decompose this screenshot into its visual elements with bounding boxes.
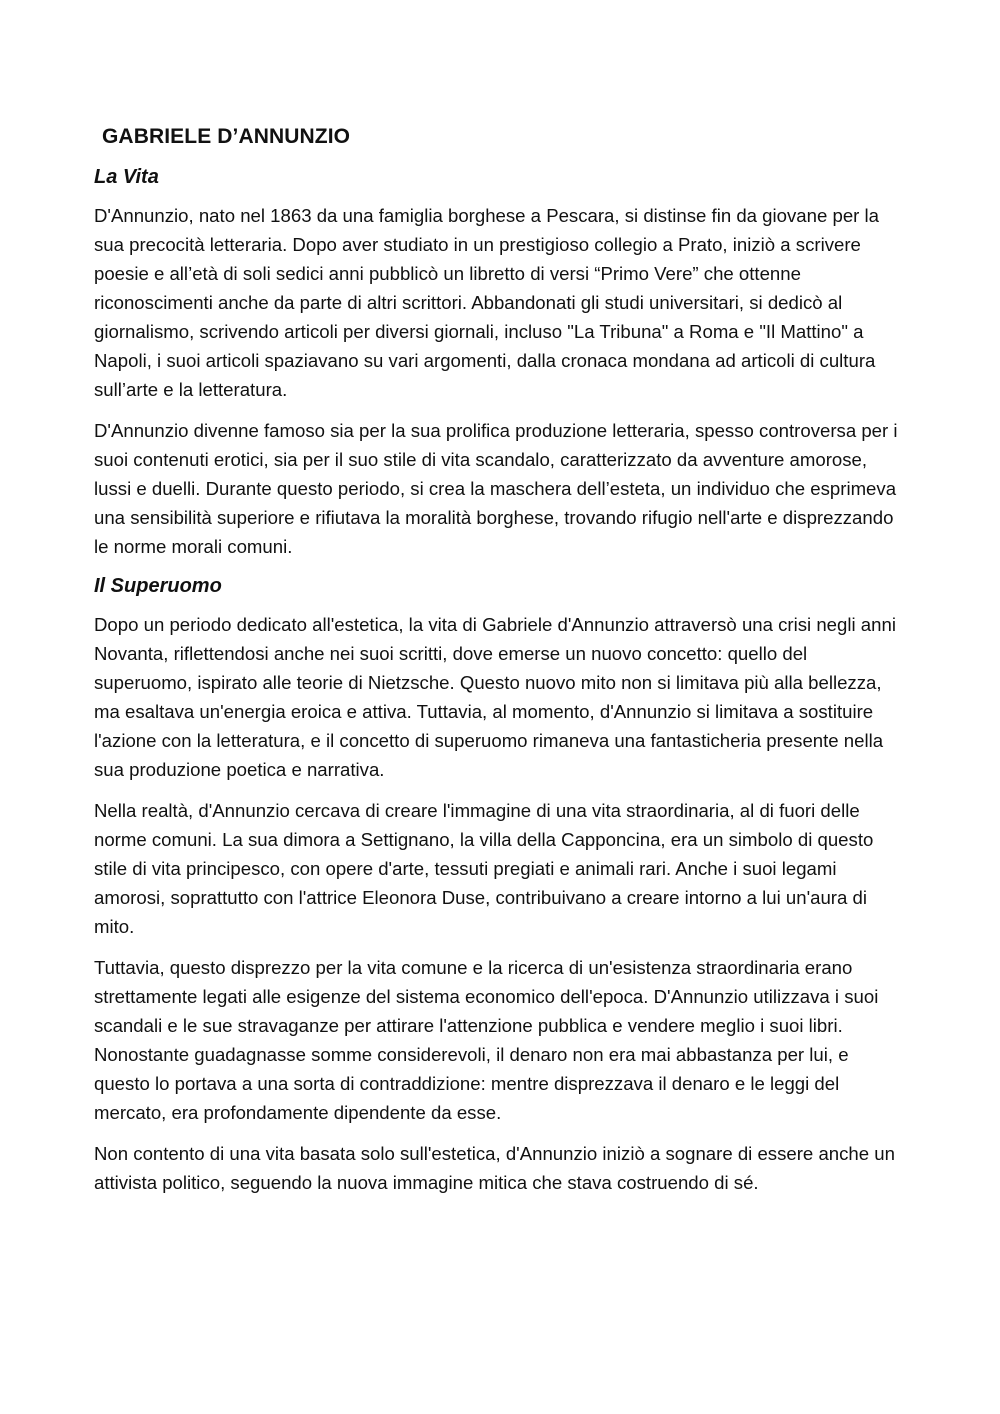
section-heading: La Vita xyxy=(94,166,159,188)
paragraph: Non contento di una vita basata solo sull'estetica, d'Annunzio iniziò a sognare di essere anche un attivista politico, seguendo la nuova immagine mitica che stava costruendo di sé. xyxy=(94,1143,895,1193)
section-il-superuomo xyxy=(94,573,906,1197)
paragraph: Tuttavia, questo disprezzo per la vita comune e la ricerca di un'esistenza straordinaria erano strettamente legati alle esigenze del sistema economico dell'epoca. D'Annunzio utilizzava i suoi scandali e le sue stravaganze per attirare l'attenzione pubblica e vendere meglio i suoi libri. Nonostante guadagnasse somme considerevoli, il denaro non era mai abbastanza per lui, e questo lo portava a una sorta di contraddizione: mentre disprezzava il denaro e le leggi del mercato, era profondamente dipendente da esse. xyxy=(94,957,879,1123)
document-title: GABRIELE D’ANNUNZIO xyxy=(102,125,351,148)
paragraph: Nella realtà, d'Annunzio cercava di creare l'immagine di una vita straordinaria, al di fuori delle norme comuni. La sua dimora a Settignano, la villa della Capponcina, era un simbolo di questo stile di vita principesco, con opere d'arte, tessuti pregiati e animali rari. Anche i suoi legami amorosi, soprattutto con l'attrice Eleonora Duse, contribuivano a creare intorno a lui un'aura di mito. xyxy=(94,800,874,937)
paragraph: D'Annunzio, nato nel 1863 da una famiglia borghese a Pescara, si distinse fin da giovane per la sua precocità letteraria. Dopo aver studiato in un prestigioso collegio a Prato, iniziò a scrivere poesie e all’età di soli sedici anni pubblicò un libretto di versi “Primo Vere” che ottenne riconoscimenti anche da parte di altri scrittori. Abbandonati gli studi universitari, si dedicò al giornalismo, scrivendo articoli per diversi giornali, incluso "La Tribuna" a Roma e "Il Mattino" a Napoli, i suoi articoli spaziavano su vari argomenti, dalla cronaca mondana ad articoli di cultura sull’arte e la letteratura. xyxy=(94,205,879,400)
section-la-vita xyxy=(94,164,906,561)
document-page xyxy=(94,120,906,1209)
paragraph: Dopo un periodo dedicato all'estetica, la vita di Gabriele d'Annunzio attraversò una crisi negli anni Novanta, riflettendosi anche nei suoi scritti, dove emerse un nuovo concetto: quello del superuomo, ispirato alle teorie di Nietzsche. Questo nuovo mito non si limitava più alla bellezza, ma esaltava un'energia eroica e attiva. Tuttavia, al momento, d'Annunzio si limitava a sostituire l'azione con la letteratura, e il concetto di superuomo rimaneva una fantasticheria presente nella sua produzione poetica e narrativa. xyxy=(94,614,896,780)
paragraph: D'Annunzio divenne famoso sia per la sua prolifica produzione letteraria, spesso controversa per i suoi contenuti erotici, sia per il suo stile di vita scandalo, caratterizzato da avventure amorose, lussi e duelli. Durante questo periodo, si crea la maschera dell’esteta, un individuo che esprimeva una sensibilità superiore e rifiutava la moralità borghese, trovando rifugio nell'arte e disprezzando le norme morali comuni. xyxy=(94,420,898,557)
section-heading: Il Superuomo xyxy=(94,575,222,597)
